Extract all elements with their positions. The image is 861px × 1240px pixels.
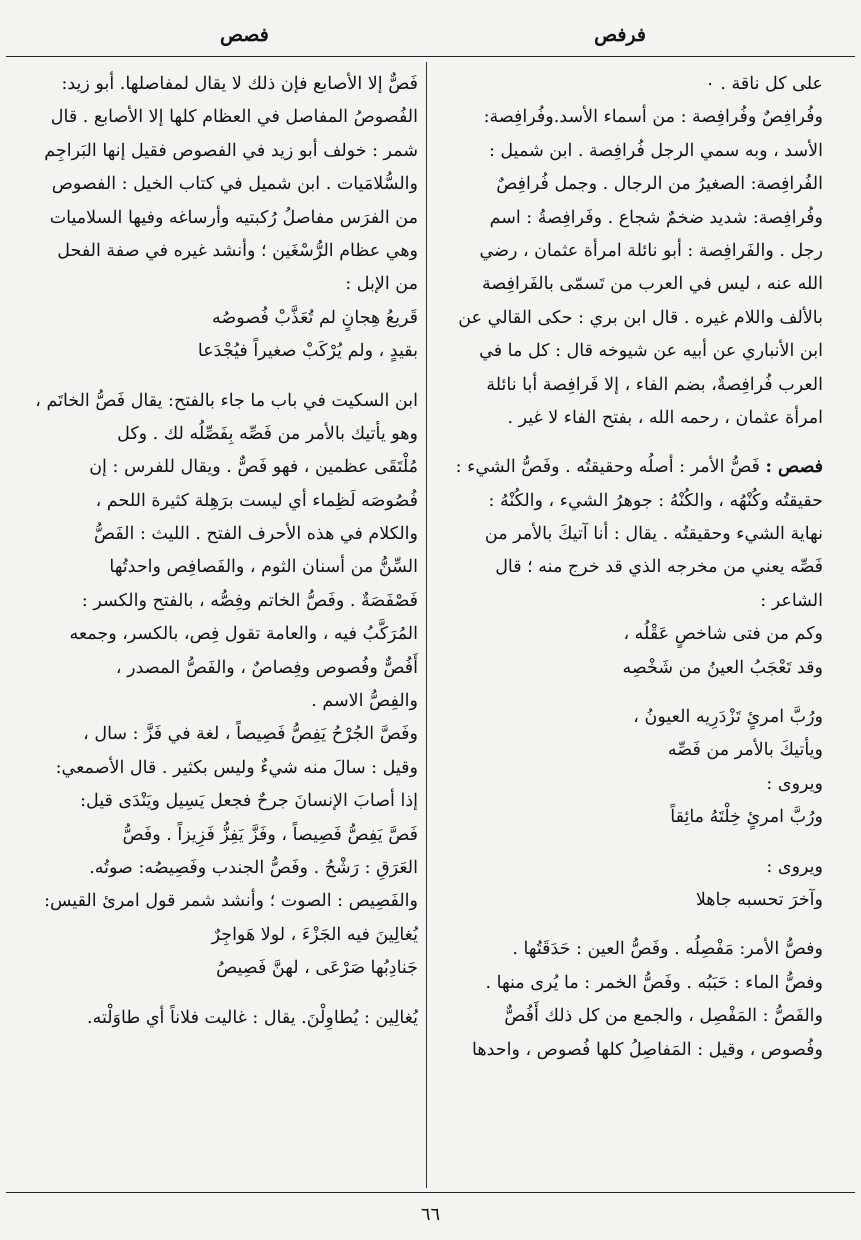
entry-line (443, 451, 823, 484)
text-line: والفِصُّ الاسم . (311, 691, 418, 712)
verse-line: ويأتيكَ بالأمر من فَصِّه (667, 740, 823, 761)
text-line: ويروى : (766, 773, 823, 794)
footer-rule (6, 1192, 855, 1193)
text-line: امرأة عثمان ، رحمه الله ، بفتح الفاء لا غير . (507, 407, 823, 428)
verse-line: وكم من فتى شاخصٍ عَقْلُه ، (623, 624, 823, 645)
text-line: فَصْفَصَةٌ . وفَصُّ الخاتم وفِصُّه ، بالفتح والكسر : (81, 590, 418, 611)
text-line: وهي عظام الرُّسْغَين ؛ وأنشد غيره في صفة الفحل (57, 240, 418, 261)
text-line: والفَصُّ : المَفْصِل ، والجمع من كل ذلك أَفُصٌّ (504, 1006, 823, 1027)
text-line: من الفرَس مفاصلُ رُكبتيه وأرساغه وفيها السلاميات (49, 207, 418, 228)
text-line: الفُصوصُ المفاصل في العظام كلها إلا الأصابع . قال (50, 107, 418, 128)
spacer (443, 917, 823, 933)
left-column (8, 68, 418, 1035)
entry-headword: فصص : (765, 457, 823, 478)
text-line: ابن الأنباري عن أبيه عن شيوخه قال : كل ما في (479, 341, 823, 362)
spacer (443, 435, 823, 451)
text-line: من الإبل : (345, 274, 418, 295)
text-line: فَصَّ يَفِصُّ فَصِيصاً ، وفَزَّ يَفِزُّ فَزِيزاً . وفَصُّ (122, 824, 418, 845)
text-line: وفُرافِصة: شديد ضخمٌ شجاع . وفَرافِصةُ : اسم (489, 207, 823, 228)
text-line: يُغالِين : يُطاوِلْنَ. يقال : غاليت فلاناً أي طاوَلْته. (87, 1007, 418, 1028)
text-line: أَفُصٌّ وفُصوص وفِصاصٌ ، والفَصُّ المصدر ، (115, 657, 418, 678)
text-line: حقيقتُه وكُنْهُه ، والكُنْهُ : جوهرُ الشيء ، والكُنْهُ : (488, 490, 823, 511)
entry-text: فَصُّ الأمر : أصلُه وحقيقتُه . وفَصُّ الشيء : (455, 457, 766, 478)
text-line: والكلام في هذه الأحرف الفتح . الليث : الفَصُّ (93, 524, 418, 545)
right-column (443, 68, 823, 1067)
text-line: والسُّلامَيات . ابن شميل في كتاب الخيل : الفصوص (51, 174, 418, 195)
header-rule (6, 56, 855, 57)
text-line: وقيل : سالَ منه شيءٌ وليس بكثير . قال الأصمعي: (55, 757, 418, 778)
column-divider (426, 62, 427, 1188)
spacer (443, 685, 823, 701)
verse-line: وآخرَ تحسبه جاهلا (695, 889, 823, 910)
text-line: الفُرافِصة: الصغيرُ من الرجال . وجمل فُرافِصٌ (496, 174, 823, 195)
text-line: فَصٌّ إلا الأصابع فإن ذلك لا يقال لمفاصلها. أبو زيد: (61, 74, 418, 94)
text-line: على كل ناقة . ٠ (705, 74, 823, 94)
verse-line: وقد تَعْجَبُ العينُ من شَخْصِه (622, 657, 823, 678)
verse-line: ورُبَّ امرئٍ تَزْدَرِيه العيونُ ، (633, 707, 823, 728)
text-line: ويروى : (766, 856, 823, 877)
text-line: ابن السكيت في باب ما جاء بالفتح: يقال فَصُّ الخاتَم ، (35, 390, 418, 411)
verse-line: قَريعُ هِجانٍ لم تُعَذَّبْ فُصوصُه (212, 307, 418, 328)
text-line: والفَصِيص : الصوت ؛ وأنشد شمر قول امرئ القيس: (44, 891, 418, 912)
text-line: شمر : خولف أبو زيد في الفصوص فقيل إنها البَراجِم (44, 140, 418, 161)
text-line: فُصُوصَه لَظِماء أي ليست برَهِلة كثيرة اللحم ، (95, 490, 418, 511)
verse-line: جَنادِبُها صَرْعَى ، لهنَّ فَصِيصُ (216, 958, 418, 979)
text-line: مُلْتَقَى عظمين ، فهو فَصٌّ . ويقال للفرس : إن (89, 457, 418, 478)
text-line: وفصُّ الماء : حَبَبُه . وفَصُّ الخمر : ما يُرى منها . (485, 972, 823, 993)
text-line: المُرَكَّبُ فيه ، والعامة تقول فِص، بالكسر، وجمعه (69, 624, 418, 645)
text-line: رجل . والفَرافِصة : أبو نائلة امرأة عثمان ، رضي (479, 240, 823, 261)
text-line: وفُصوص ، وقيل : المَفاصِلُ كلها فُصوص ، واحدها (472, 1039, 823, 1060)
text-line: العرب فُرافِصةٌ، بضم الفاء ، إلا فَرافِصة أبا نائلة (486, 374, 823, 395)
verse-line: ورُبَّ امرئٍ خِلْتَهُ مائِقاً (670, 807, 823, 828)
page-header-left-word: فصص (220, 24, 269, 46)
text-line: نهاية الشيء وحقيقتُه . يقال : أنا آتيكَ بالأمر من (484, 524, 823, 545)
spacer (8, 986, 418, 1002)
text-line: وفصُّ الأمر: مَفْصِلُه . وفَصُّ العين : حَدَقَتُها . (512, 939, 823, 960)
text-line: بالألف واللام غيره . قال ابن بري : حكى القالي عن (458, 307, 823, 328)
text-line: الشاعر : (760, 590, 823, 611)
text-line: وهو يأتيك بالأمر من فَصِّه بِفَصِّلُه لك . وكل (117, 423, 418, 444)
text-line: السِّنُّ من أسنان الثوم ، والفَصافِص واحدتُها (109, 557, 418, 578)
spacer (443, 835, 823, 851)
page-number: ٦٦ (420, 1204, 441, 1225)
spacer (8, 369, 418, 385)
text-line: فَصِّه يعني من مخرجه الذي قد خرج منه ؛ قال (495, 557, 823, 578)
text-line: وفَصَّ الجُرْحُ يَفِصُّ فَصِيصاً ، لغة في فَزَّ : سال ، (83, 724, 418, 745)
text-line: وفُرافِصٌ وفُرافِصة : من أسماء الأسد.وفُرافِصة: (483, 107, 823, 128)
verse-line: يُغالِينَ فيه الجَزْءَ ، لولا هَواجِرٌ (211, 924, 418, 945)
verse-line: بقيدٍ ، ولم يُرْكَبْ صغيراً فيُجْدَعا (197, 341, 418, 362)
text-line: العَرَقِ : رَشْحُ . وفَصُّ الجندب وفَصِيصُه: صوتُه. (89, 857, 418, 878)
text-line: الأسد ، وبه سمي الرجل فُرافِصة . ابن شميل : (488, 140, 823, 161)
text-line: إذا أصابَ الإنسانَ جرحٌ فجعل يَسِيل ويَنْدَى قيل: (80, 791, 418, 812)
page-header-right-word: فرفص (594, 24, 646, 46)
text-line: الله عنه ، ليس في العرب من تَسمّى بالفَرافِصة (482, 274, 823, 295)
